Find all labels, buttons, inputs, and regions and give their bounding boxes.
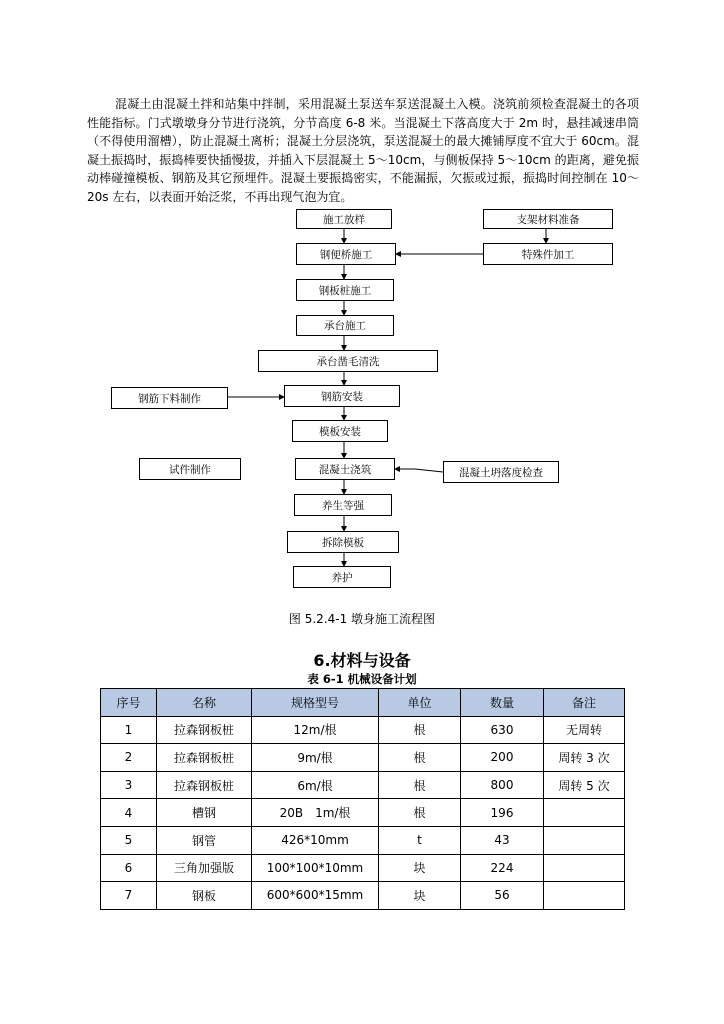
flow-connector <box>415 469 443 472</box>
flow-step-survey: 施工放样 <box>296 209 392 229</box>
cell-remarks: 无周转 <box>544 716 625 744</box>
cell-name: 槽钢 <box>157 799 252 827</box>
cell-index: 1 <box>101 716 157 744</box>
table-row <box>101 799 625 827</box>
cell-index: 2 <box>101 744 157 772</box>
cell-remarks: 周转 3 次 <box>544 744 625 772</box>
table-row <box>101 854 625 882</box>
cell-unit: 块 <box>379 882 461 910</box>
cell-quantity: 224 <box>461 854 544 882</box>
cell-quantity: 56 <box>461 882 544 910</box>
cell-remarks <box>544 882 625 910</box>
flow-side-specimen: 试件制作 <box>139 458 241 480</box>
flow-step-steel-trestle: 钢便桥施工 <box>296 243 396 265</box>
col-header-name: 名称 <box>157 689 252 717</box>
cell-unit: 根 <box>379 744 461 772</box>
col-header-spec: 规格型号 <box>252 689 379 717</box>
table-row <box>101 744 625 772</box>
cell-quantity: 43 <box>461 826 544 854</box>
flow-step-pile-cap: 承台施工 <box>296 315 394 336</box>
cell-remarks <box>544 826 625 854</box>
table-row <box>101 882 625 910</box>
cell-spec: 20B 1m/根 <box>252 799 379 827</box>
cell-remarks <box>544 799 625 827</box>
cell-remarks: 周转 5 次 <box>544 771 625 799</box>
col-header-unit: 单位 <box>379 689 461 717</box>
col-header-index: 序号 <box>101 689 157 717</box>
flow-step-sheet-pile: 钢板桩施工 <box>296 279 394 301</box>
cell-name: 拉森钢板桩 <box>157 771 252 799</box>
cell-unit: 块 <box>379 854 461 882</box>
flow-step-rebar-install: 钢筋安装 <box>284 385 400 407</box>
flow-side-special-parts: 特殊件加工 <box>483 243 613 265</box>
body-paragraph: 混凝土由混凝土拌和站集中拌制，采用混凝土泵送车泵送混凝土入模。浇筑前须检查混凝土的各项性能指标。门式墩墩身分节进行浇筑，分节高度 6-8 米。当混凝土下落高度大于 2m 时，悬挂减速串筒（不得使用溜槽），防止混凝土离析；混凝土分层浇筑，泵送混凝土的最大摊铺厚度不宜大于 60cm。混凝土振捣时，振捣棒要快插慢拔，并插入下层混凝土 5～10cm，与侧板保持 5～10cm 的距离，避免振动棒碰撞模板、钢筋及其它预埋件。混凝土要振捣密实，不能漏振，欠振或过振，振捣时间控制在 10～20s 左右，以表面开始泛浆，不再出现气泡为宜。 <box>87 97 639 204</box>
cell-quantity: 800 <box>461 771 544 799</box>
cell-spec: 6m/根 <box>252 771 379 799</box>
flow-step-curing-strength: 养生等强 <box>294 494 392 516</box>
flow-step-maintenance: 养护 <box>293 566 391 588</box>
flow-side-rebar-cutting: 钢筋下料制作 <box>111 387 228 409</box>
equipment-table <box>100 688 625 910</box>
cell-spec: 600*600*15mm <box>252 882 379 910</box>
flow-side-slump-check: 混凝土坍落度检查 <box>443 461 559 483</box>
cell-unit: 根 <box>379 716 461 744</box>
table-title: 表 6-1 机械设备计划 <box>307 672 417 686</box>
table-row <box>101 716 625 744</box>
table-row <box>101 771 625 799</box>
flow-side-support-prep: 支架材料准备 <box>483 209 613 229</box>
figure-caption: 图 5.2.4-1 墩身施工流程图 <box>288 612 436 626</box>
cell-unit: t <box>379 826 461 854</box>
col-header-remarks: 备注 <box>544 689 625 717</box>
cell-remarks <box>544 854 625 882</box>
flow-step-concrete-pouring: 混凝土浇筑 <box>295 458 395 480</box>
table-row <box>101 826 625 854</box>
cell-name: 钢板 <box>157 882 252 910</box>
cell-index: 6 <box>101 854 157 882</box>
cell-index: 7 <box>101 882 157 910</box>
flow-step-cap-roughening: 承台凿毛清洗 <box>258 350 438 372</box>
cell-name: 三角加强版 <box>157 854 252 882</box>
cell-unit: 根 <box>379 771 461 799</box>
cell-name: 拉森钢板桩 <box>157 744 252 772</box>
col-header-quantity: 数量 <box>461 689 544 717</box>
cell-spec: 12m/根 <box>252 716 379 744</box>
cell-unit: 根 <box>379 799 461 827</box>
section-title: 6.材料与设备 <box>313 651 411 670</box>
table-header-row <box>101 689 625 717</box>
cell-quantity: 200 <box>461 744 544 772</box>
flow-step-remove-formwork: 拆除模板 <box>287 531 399 553</box>
cell-spec: 9m/根 <box>252 744 379 772</box>
cell-index: 5 <box>101 826 157 854</box>
cell-index: 3 <box>101 771 157 799</box>
cell-spec: 100*100*10mm <box>252 854 379 882</box>
cell-spec: 426*10mm <box>252 826 379 854</box>
cell-quantity: 196 <box>461 799 544 827</box>
cell-name: 拉森钢板桩 <box>157 716 252 744</box>
cell-name: 钢管 <box>157 826 252 854</box>
cell-index: 4 <box>101 799 157 827</box>
cell-quantity: 630 <box>461 716 544 744</box>
flow-step-formwork-install: 模板安装 <box>292 420 388 442</box>
